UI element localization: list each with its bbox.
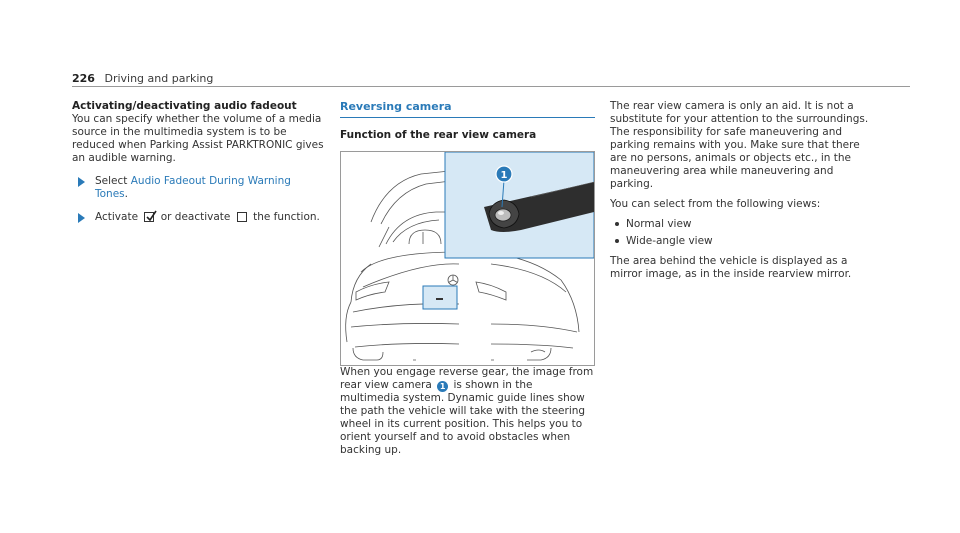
page-header [72, 72, 213, 85]
reversing-camera-title: Reversing camera [340, 100, 452, 113]
list-item: Normal view [610, 218, 870, 231]
aid-paragraph: The rear view camera is only an aid. It is not a substitute for your attention to the surroundings. The responsibility for safe maneuvering and parking remains with you. Make sure that there are no persons, animals or objects etc., in the maneuvering area while maneuvering and parking. [610, 100, 869, 190]
step2-prefix: Activate [95, 211, 139, 223]
camera-caption [340, 366, 595, 457]
audio-fadeout-body: You can specify whether the volume of a media source in the multimedia system is to be reduced when Parking Assist PARKTRONIC gives an audible warning. [72, 113, 324, 164]
caption-part2: is shown in the multimedia system. Dynamic guide lines show the path the vehicle will take with the steering wheel in its current position. This helps you to orient yourself and to avoid obstacles when backing up. [340, 379, 586, 456]
empty-checkbox-icon [237, 212, 247, 222]
step2-suffix: the function. [253, 211, 320, 223]
callout-badge-icon: 1 [437, 381, 448, 392]
camera-function-subtitle: Function of the rear view camera [340, 129, 537, 141]
views-list [610, 218, 870, 248]
callout-1: 1 [500, 170, 508, 181]
car-rear-drawing [341, 152, 594, 365]
caption-part1: When you engage reverse gear, the image from rear view camera [340, 366, 594, 391]
step2-middle: or deactivate [160, 211, 231, 223]
audio-fadeout-section [72, 100, 324, 224]
mirror-paragraph: The area behind the vehicle is displayed as a mirror image, as in the inside rearview mirror. [610, 255, 852, 280]
header-rule [72, 86, 910, 87]
step-arrow-icon [78, 213, 85, 223]
step-arrow-icon [78, 177, 85, 187]
page-number: 226 [72, 72, 95, 85]
list-item: Wide-angle view [610, 235, 870, 248]
reversing-camera-section [340, 100, 595, 457]
step-activate [72, 211, 324, 224]
audio-fadeout-heading: Activating/deactivating audio fadeout [72, 100, 297, 112]
step1-prefix: Select [95, 175, 128, 187]
section-rule [340, 117, 595, 118]
header-title: Driving and parking [104, 72, 214, 85]
camera-notes-section [610, 100, 870, 281]
checked-checkbox-icon [144, 212, 154, 222]
views-intro: You can select from the following views: [610, 198, 821, 210]
audio-fadeout-link[interactable]: Audio Fadeout During Warning Tones [95, 175, 291, 200]
step-select [72, 175, 324, 201]
rear-camera-illustration [340, 151, 595, 366]
step1-suffix: . [124, 188, 128, 200]
